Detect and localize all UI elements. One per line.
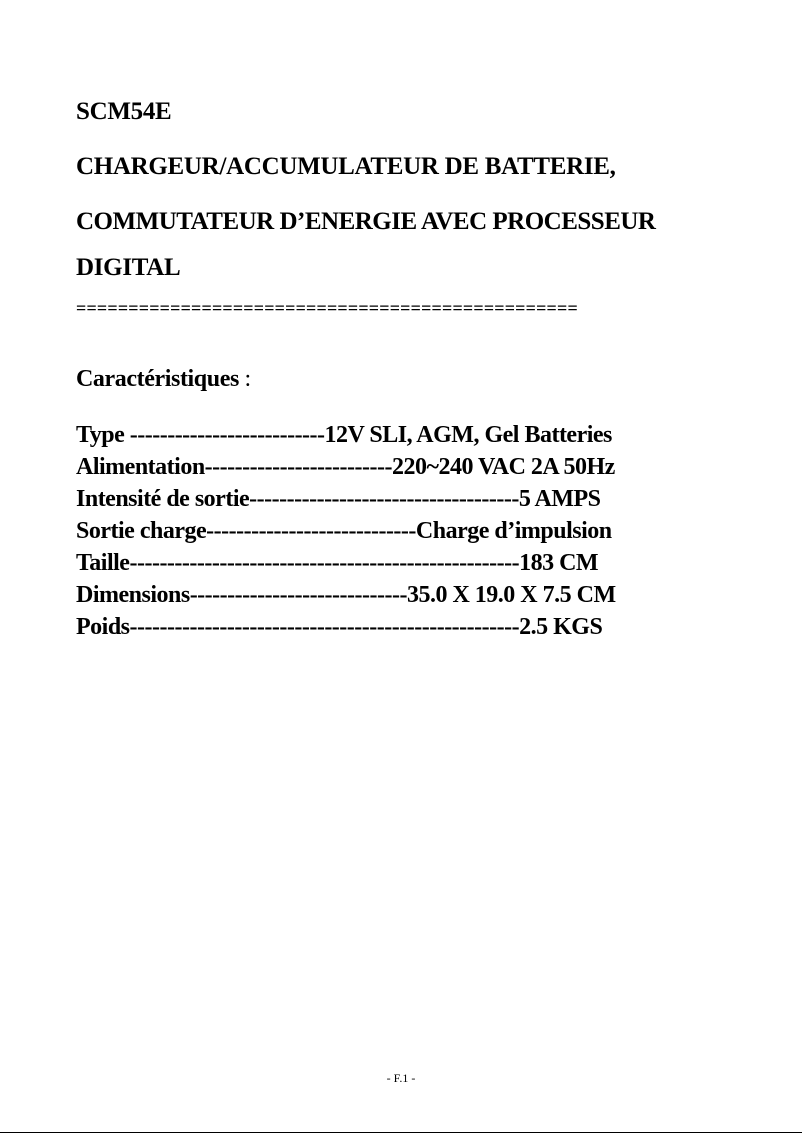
model-number: SCM54E xyxy=(76,98,172,125)
spec-row-type xyxy=(76,419,616,451)
spec-value: 220~240 VAC 2A 50Hz xyxy=(391,454,615,480)
spec-dashes: ------------------------------------ xyxy=(249,486,519,512)
spec-row-dimensions xyxy=(76,579,616,611)
bottom-divider xyxy=(0,1132,802,1133)
section-heading xyxy=(76,366,251,393)
spec-row-taille xyxy=(76,547,616,579)
spec-value: 2.5 KGS xyxy=(519,614,603,640)
product-title-line-3: DIGITAL xyxy=(76,254,181,281)
spec-value: 35.0 X 19.0 X 7.5 CM xyxy=(406,582,616,608)
spec-value: Charge d’impulsion xyxy=(415,518,612,544)
spec-dashes: ----------------------------- xyxy=(189,582,407,608)
spec-value: 12V SLI, AGM, Gel Batteries xyxy=(324,422,612,448)
spec-label: Sortie charge xyxy=(76,518,207,544)
product-title-line-2: COMMUTATEUR D’ENERGIE AVEC PROCESSEUR xyxy=(76,208,656,235)
spec-value: 5 AMPS xyxy=(518,486,601,512)
spec-label: Alimentation xyxy=(76,454,205,480)
spec-list xyxy=(76,419,616,643)
spec-label: Dimensions xyxy=(76,582,190,608)
spec-label: Type xyxy=(76,422,130,448)
spec-row-alimentation xyxy=(76,451,616,483)
spec-row-sortie-charge xyxy=(76,515,616,547)
spec-dashes: ---------------------------------------------------- xyxy=(129,550,520,576)
section-heading-colon: : xyxy=(244,366,251,392)
separator-line: ================================================ xyxy=(76,298,578,318)
spec-row-poids xyxy=(76,611,616,643)
spec-label: Taille xyxy=(76,550,130,576)
section-heading-text: Caractéristiques xyxy=(76,366,239,392)
spec-dashes: ---------------------------------------------------- xyxy=(129,614,520,640)
spec-dashes: ---------------------------- xyxy=(206,518,416,544)
product-title-line-1: CHARGEUR/ACCUMULATEUR DE BATTERIE, xyxy=(76,153,616,180)
spec-dashes: -------------------------- xyxy=(129,422,325,448)
spec-dashes: ------------------------- xyxy=(204,454,392,480)
spec-label: Intensité de sortie xyxy=(76,486,250,512)
page-number-footer: - F.1 - xyxy=(386,1071,416,1085)
spec-row-intensite xyxy=(76,483,616,515)
spec-label: Poids xyxy=(76,614,130,640)
spec-value: 183 CM xyxy=(519,550,599,576)
